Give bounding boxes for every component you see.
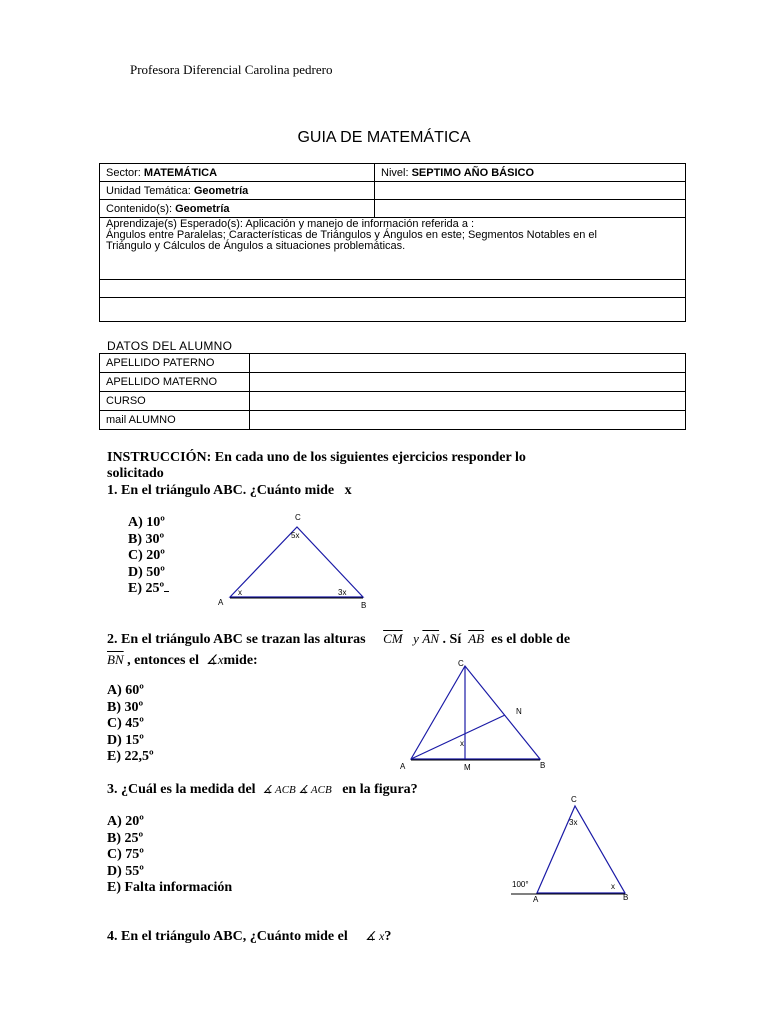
table-row <box>100 164 686 182</box>
question-text: es el doble de <box>491 632 571 647</box>
empty-cell <box>100 298 686 322</box>
question-1 <box>107 483 352 499</box>
q2-options <box>107 683 154 766</box>
sector-cell <box>100 164 375 182</box>
option-a[interactable]: A) 10º <box>128 515 165 530</box>
option-c[interactable]: C) 20º <box>128 548 165 563</box>
table-row <box>100 373 686 392</box>
student-row-label: APELLIDO PATERNO <box>100 354 250 373</box>
question-text: 4. En el triángulo ABC, ¿Cuánto mide el <box>107 929 348 944</box>
triangle-shape <box>537 806 625 893</box>
table-row <box>100 218 686 280</box>
question-text: ? <box>384 929 392 944</box>
option-d[interactable]: D) 50º <box>128 564 165 580</box>
aprendizaje-line: Aprendizaje(s) Esperado(s): Aplicación y manejo de información referida a : <box>106 218 475 230</box>
question-2-line2 <box>107 652 258 669</box>
vertex-label-c: C <box>295 513 301 522</box>
q3-options <box>107 814 232 897</box>
option-e[interactable]: E) Falta información <box>107 880 233 895</box>
option-a[interactable]: A) 20º <box>107 814 144 829</box>
instruction-line: INSTRUCCIÓN: En cada uno de los siguientes ejercicios responder lo <box>107 450 526 465</box>
vertex-label-b: B <box>540 761 546 770</box>
question-text: 3. ¿Cuál es la medida del <box>107 782 256 797</box>
option-b[interactable]: B) 30º <box>107 699 144 715</box>
empty-cell <box>375 182 686 200</box>
exterior-angle-label: 100° <box>512 880 529 889</box>
option-b[interactable]: B) 30º <box>128 531 165 547</box>
instruction <box>107 450 526 482</box>
vertex-label-c: C <box>571 795 577 804</box>
info-table <box>99 163 686 322</box>
table-row <box>100 200 686 218</box>
table-row <box>100 411 686 430</box>
option-a[interactable]: A) 60º <box>107 683 144 698</box>
table-row <box>100 280 686 298</box>
sector-value: MATEMÁTICA <box>143 166 218 179</box>
question-text: , entonces el <box>127 653 200 668</box>
student-input-cell[interactable] <box>250 373 686 392</box>
table-row <box>100 392 686 411</box>
student-row-label: mail ALUMNO <box>100 411 250 430</box>
nivel-value: SEPTIMO AÑO BÁSICO <box>411 166 534 179</box>
option-e[interactable]: E) 22,5º <box>107 749 154 764</box>
question-3 <box>107 782 418 798</box>
aprendizaje-cell <box>100 218 686 280</box>
angle-label-a: x <box>238 588 242 597</box>
student-row-label: APELLIDO MATERNO <box>100 373 250 392</box>
student-input-cell[interactable] <box>250 354 686 373</box>
segment-bn: $\overline{BN}$ <box>107 652 124 667</box>
angle-label-c: 3x <box>569 818 578 827</box>
q1-triangle-figure <box>210 510 380 612</box>
angle-symbol: ∡ ACB ∡ ACB <box>262 784 332 796</box>
vertex-label-b: B <box>361 601 367 610</box>
vertex-label-n: N <box>516 707 522 716</box>
aprendizaje-line: Ángulos entre Paralelas; Características de Triángulos y Ángulos en este; Segmentos Notables en el <box>106 229 597 241</box>
aprendizaje-line: Triángulo y Cálculos de Ángulos a situaciones problemáticas. <box>106 240 406 252</box>
student-table <box>99 353 686 430</box>
table-row <box>100 354 686 373</box>
angle-label-b: 3x <box>338 588 347 597</box>
instruction-line: solicitado <box>107 466 164 481</box>
contenido-label: Contenido(s): <box>106 202 176 215</box>
unidad-value: Geometría <box>193 184 249 197</box>
angle-symbol: ∡ x <box>365 929 385 943</box>
option-b[interactable]: B) 25º <box>107 830 144 846</box>
q3-triangle-figure <box>505 790 645 905</box>
question-4 <box>107 929 391 945</box>
student-section-label: DATOS DEL ALUMNO <box>107 339 233 353</box>
contenido-cell <box>100 200 375 218</box>
option-c[interactable]: C) 75º <box>107 847 144 862</box>
segment-ab: $\overline{AB}$ <box>468 631 485 646</box>
vertex-label-a: A <box>533 895 539 904</box>
sector-label: Sector: <box>106 166 144 179</box>
angle-label-x: x <box>460 739 464 748</box>
unidad-label: Unidad Temática: <box>106 184 194 197</box>
unidad-cell <box>100 182 375 200</box>
student-input-cell[interactable] <box>250 411 686 430</box>
student-input-cell[interactable] <box>250 392 686 411</box>
q2-triangle-figure <box>395 655 560 775</box>
teacher-name: Profesora Diferencial Carolina pedrero <box>130 62 333 77</box>
vertex-label-a: A <box>400 762 406 771</box>
question-text: . Sí <box>442 632 462 647</box>
question-text: 1. En el triángulo ABC. ¿Cuánto mide <box>107 483 335 498</box>
angle-label-c: 5x <box>291 531 300 540</box>
vertex-label-m: M <box>464 763 471 772</box>
question-2 <box>107 631 570 648</box>
student-row-label: CURSO <box>100 392 250 411</box>
empty-cell <box>100 280 686 298</box>
option-c[interactable]: C) 45º <box>107 716 144 731</box>
q1-options <box>128 515 169 598</box>
option-d[interactable]: D) 55º <box>107 863 144 879</box>
conjunction: y <box>413 631 419 646</box>
question-text: en la figura? <box>342 782 418 797</box>
segment-an: $\overline{AN}$ <box>422 631 440 646</box>
segment-cm: $\overline{CM}$ <box>383 631 403 646</box>
nivel-cell <box>375 164 686 182</box>
altitude-an <box>411 715 505 759</box>
table-row <box>100 182 686 200</box>
contenido-value: Geometría <box>175 202 230 215</box>
option-e[interactable]: E) 25º <box>128 581 169 598</box>
question-text: mide: <box>223 653 258 668</box>
angle-label-x: x <box>611 882 615 891</box>
question-var: x <box>344 483 352 498</box>
page-title: GUIA DE MATEMÁTICA <box>297 129 471 146</box>
option-d[interactable]: D) 15º <box>107 732 144 748</box>
vertex-label-c: C <box>458 659 464 668</box>
angle-symbol: ∡x <box>206 652 224 667</box>
nivel-label: Nivel: <box>381 166 412 179</box>
table-row <box>100 298 686 322</box>
empty-cell <box>375 200 686 218</box>
vertex-label-a: A <box>218 598 224 607</box>
question-text: 2. En el triángulo ABC se trazan las alturas <box>107 632 366 647</box>
vertex-label-b: B <box>623 893 629 902</box>
